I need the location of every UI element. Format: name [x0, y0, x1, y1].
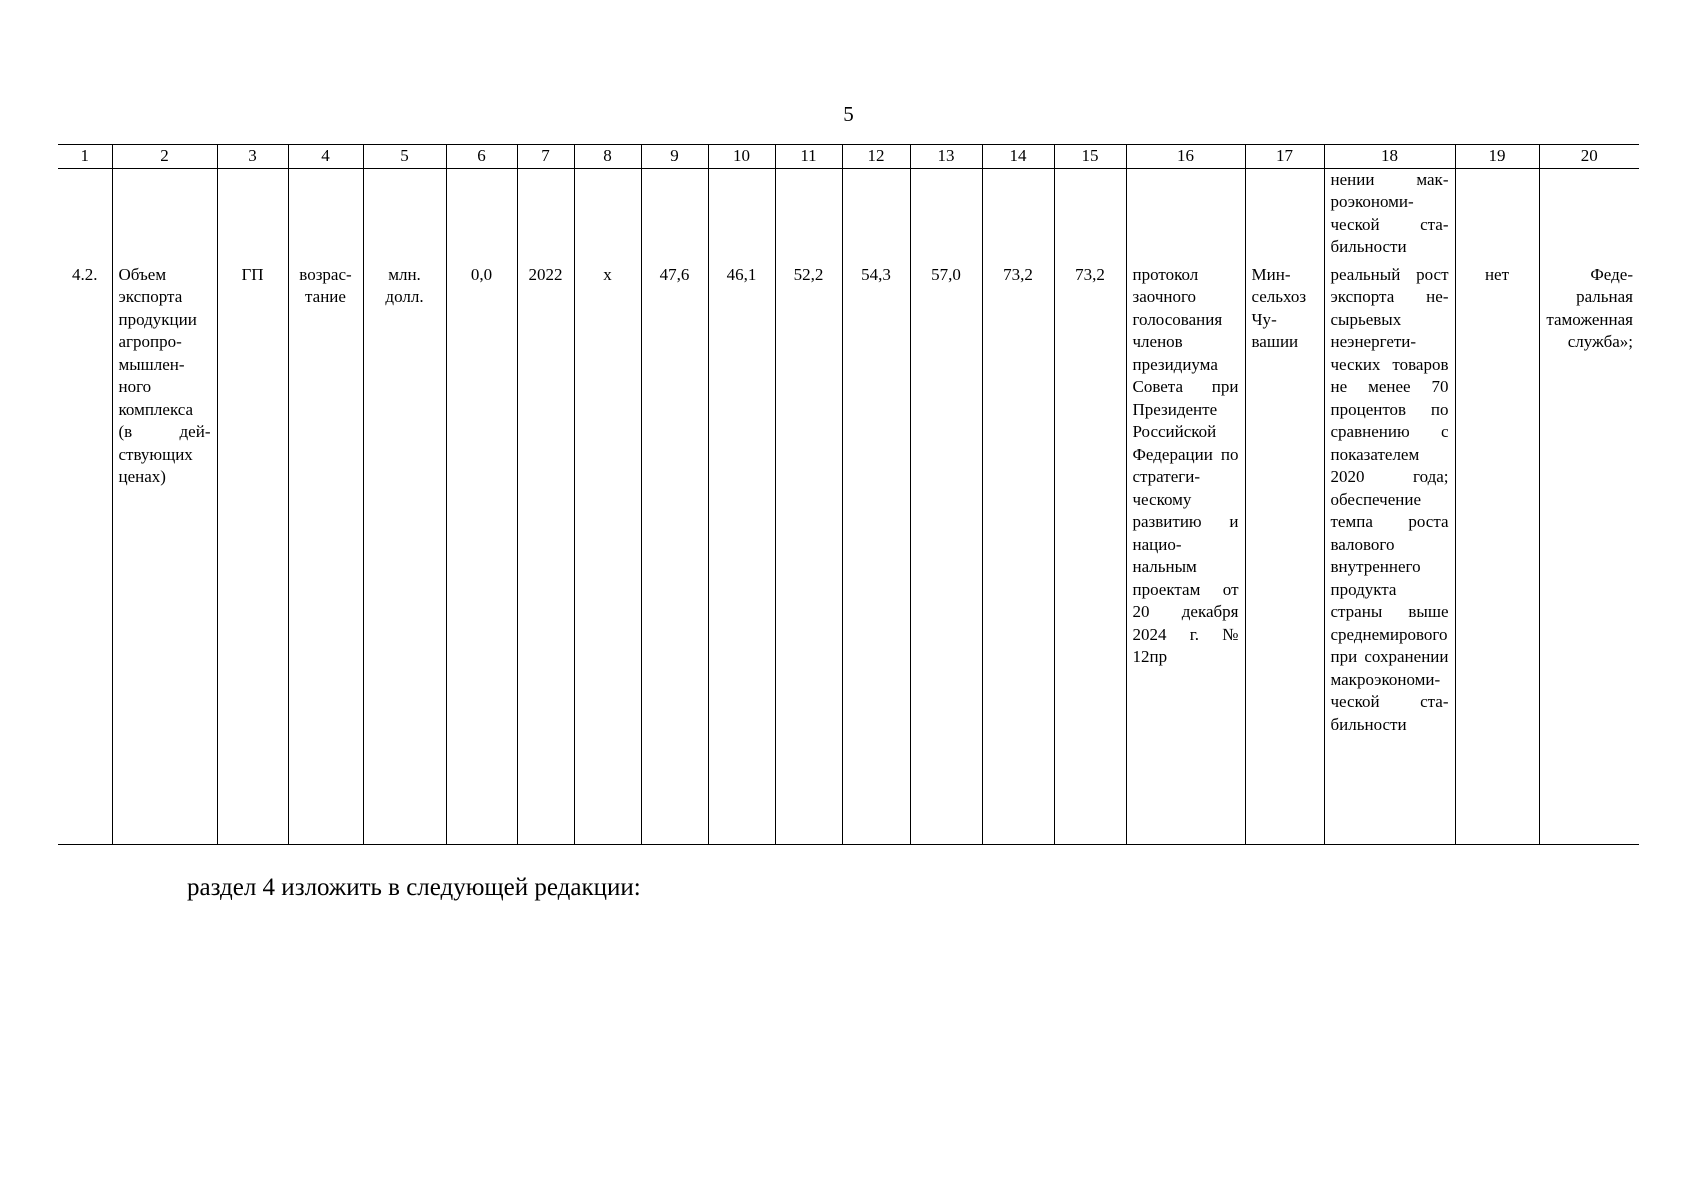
col-header: 17 [1245, 145, 1324, 169]
col-header: 19 [1455, 145, 1539, 169]
value-cell: 47,6 [641, 262, 708, 845]
value-cell: 46,1 [708, 262, 775, 845]
unit-cell: млн. долл. [363, 262, 446, 845]
source-document-cell: протокол заочного голосования членов президиума Совета при Президенте Российской Федерации по стратегическому развитию и национальным проектам от 20 декабря 2024 г. № 12пр [1126, 262, 1245, 845]
goal-continuation-cell: нении макроэкономической стабильности [1324, 168, 1455, 262]
direction-cell: возрастание [288, 262, 363, 845]
indicators-table [58, 144, 1639, 845]
value-cell: х [574, 262, 641, 845]
col-header: 15 [1054, 145, 1126, 169]
col-header: 7 [517, 145, 574, 169]
col-header: 8 [574, 145, 641, 169]
col-header: 16 [1126, 145, 1245, 169]
base-value-cell: 0,0 [446, 262, 517, 845]
col-header: 11 [775, 145, 842, 169]
col-header: 14 [982, 145, 1054, 169]
col-header: 6 [446, 145, 517, 169]
value-cell: 73,2 [982, 262, 1054, 845]
header-row [58, 145, 1639, 169]
col-header: 12 [842, 145, 910, 169]
col-header: 5 [363, 145, 446, 169]
value-cell: 73,2 [1054, 262, 1126, 845]
instruction-text: раздел 4 изложить в следующей редакции: [187, 874, 641, 901]
indicator-type-cell: ГП [217, 262, 288, 845]
col-header: 13 [910, 145, 982, 169]
col-header: 18 [1324, 145, 1455, 169]
indicator-name-cell: Объем экспорта продукции агропромышленного комплекса (в действующих ценах) [112, 262, 217, 845]
table-row [58, 262, 1639, 845]
goal-cell: реальный рост экспорта несырьевых неэнергетических товаров не менее 70 процентов по сравнению с показателем 2020 года; обеспечение темпа роста валового внутреннего продукта страны выше среднемирового при сохранении макроэкономической стабильности [1324, 262, 1455, 845]
col-header: 9 [641, 145, 708, 169]
col-header: 3 [217, 145, 288, 169]
col-header: 4 [288, 145, 363, 169]
responsible-cell: Минсельхоз Чувашии [1245, 262, 1324, 845]
flag-cell: нет [1455, 262, 1539, 845]
data-source-cell: Федеральная таможенная служба»; [1539, 262, 1639, 845]
continuation-row [58, 168, 1639, 262]
col-header: 2 [112, 145, 217, 169]
col-header: 10 [708, 145, 775, 169]
col-header: 20 [1539, 145, 1639, 169]
page-number: 5 [843, 102, 854, 126]
col-header: 1 [58, 145, 112, 169]
base-year-cell: 2022 [517, 262, 574, 845]
value-cell: 52,2 [775, 262, 842, 845]
row-number: 4.2. [58, 262, 112, 845]
value-cell: 54,3 [842, 262, 910, 845]
value-cell: 57,0 [910, 262, 982, 845]
